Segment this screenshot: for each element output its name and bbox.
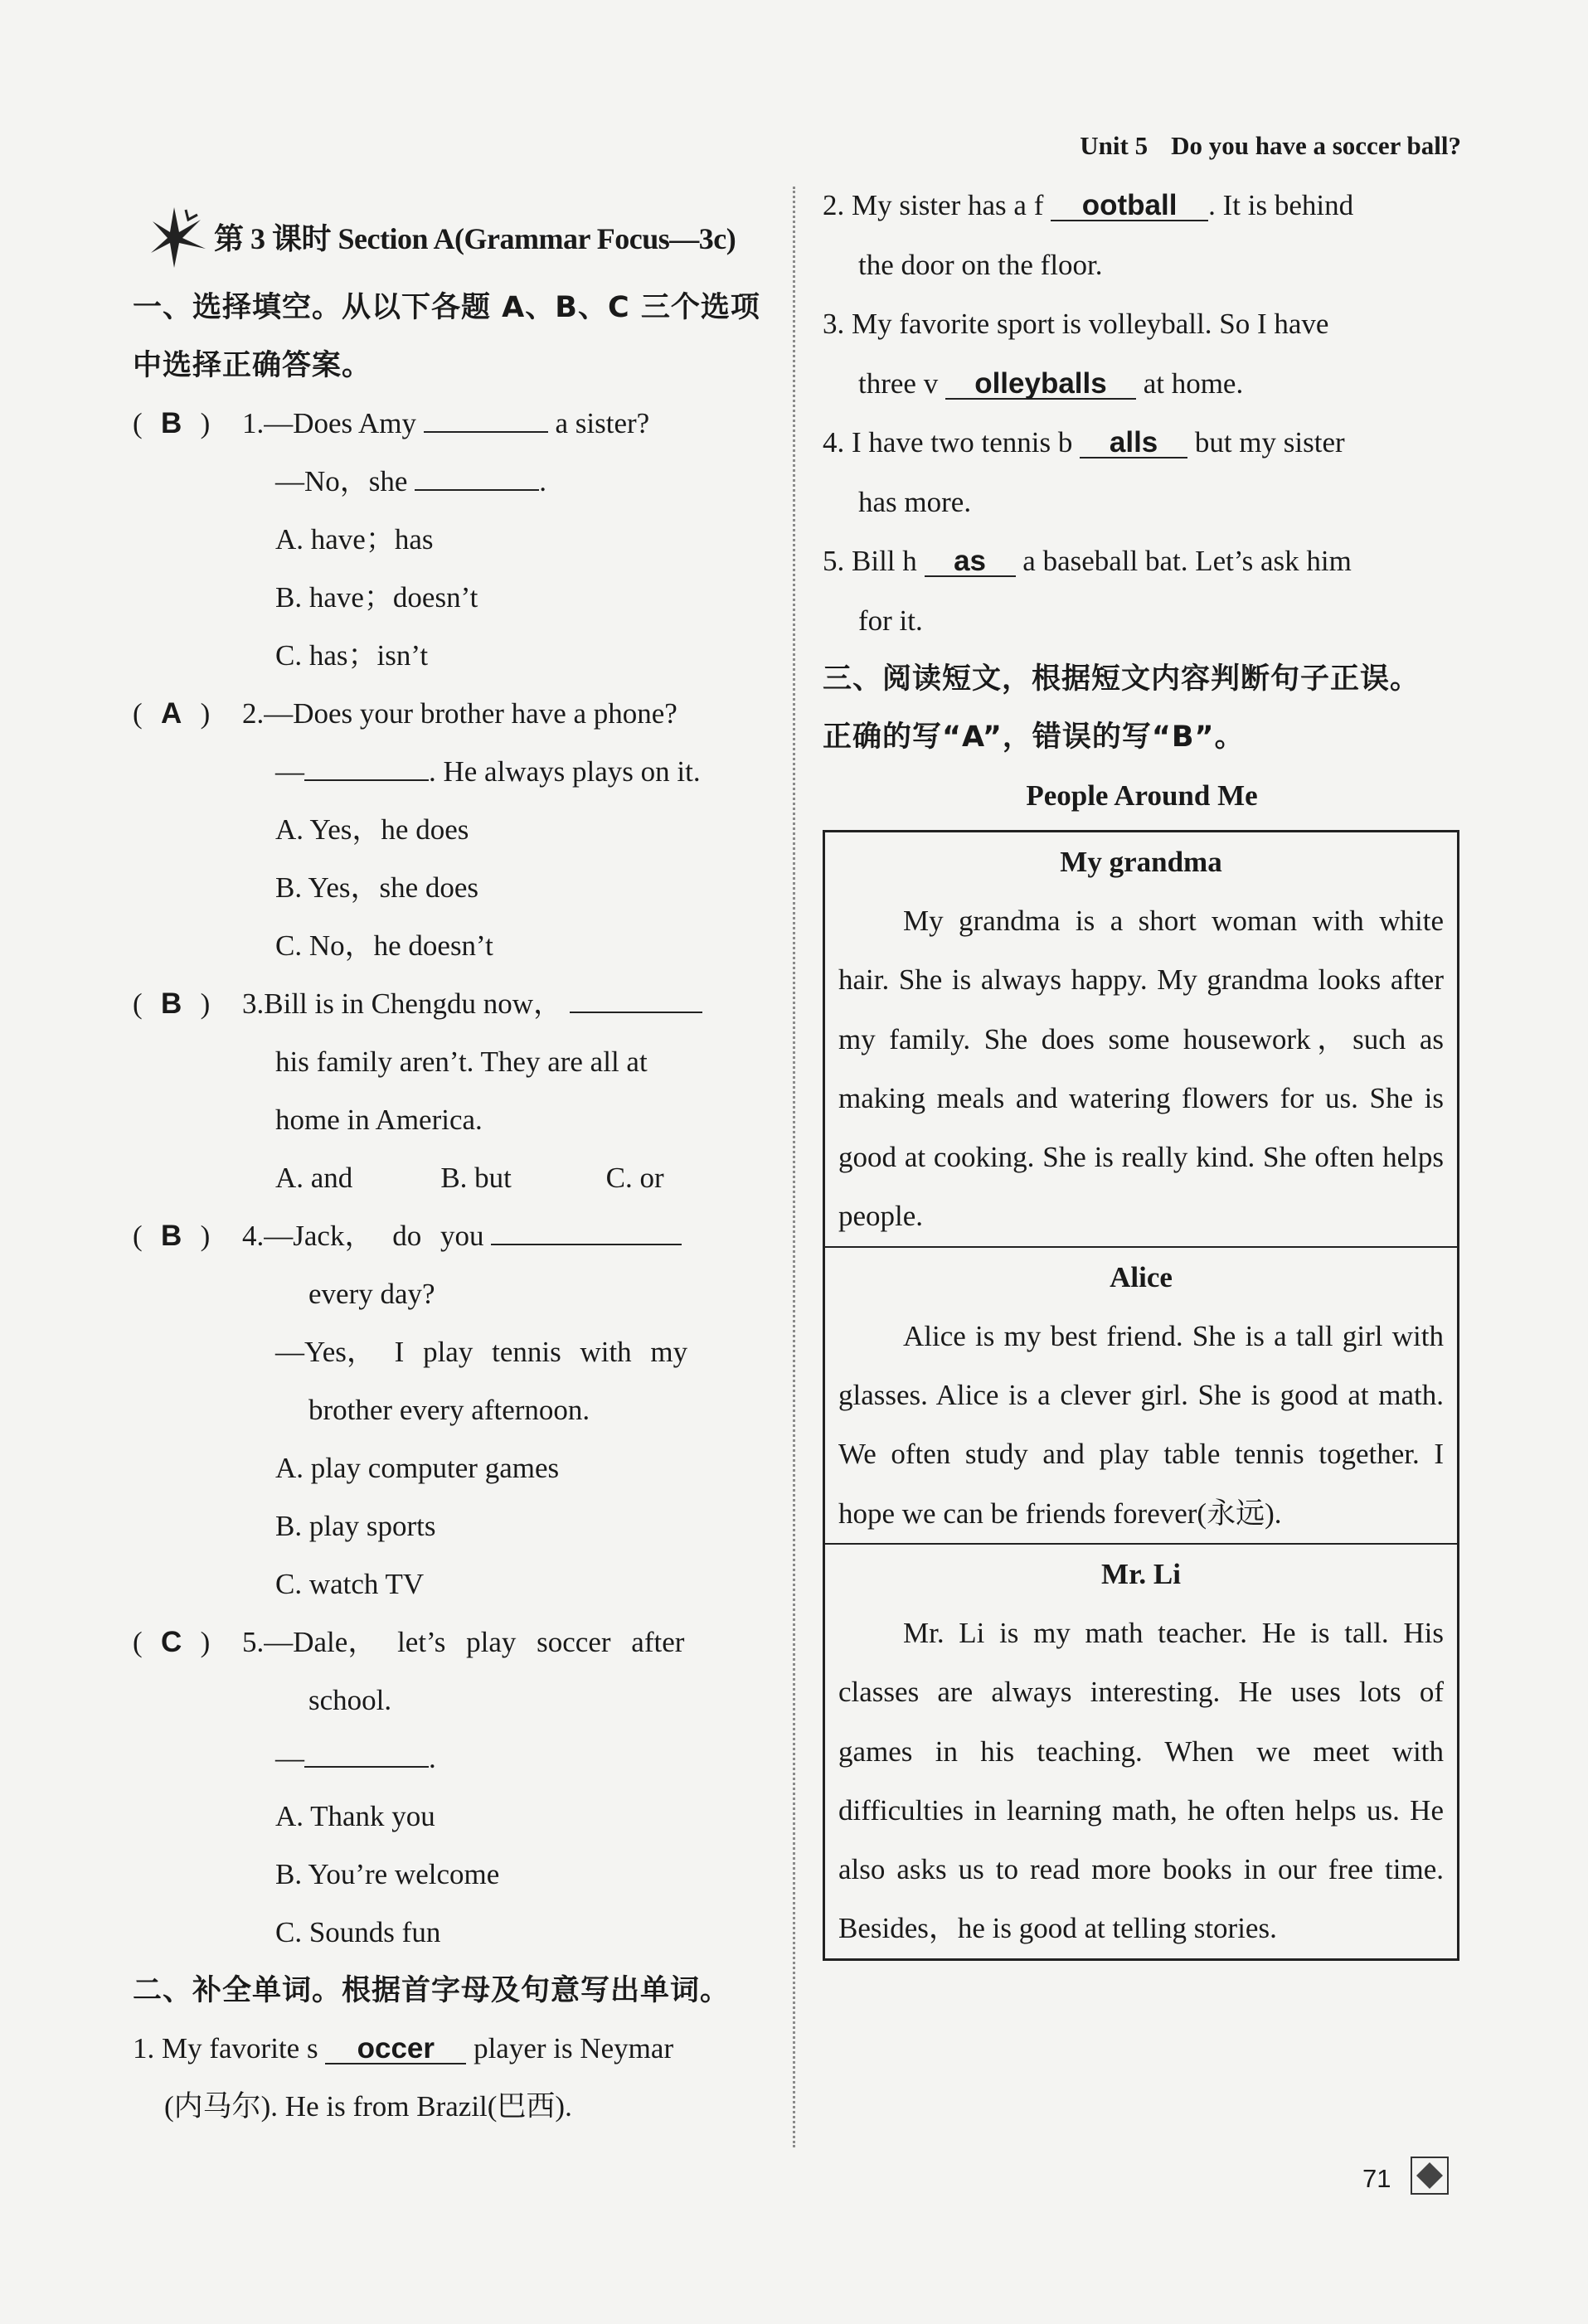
section-title: My grandma — [1060, 846, 1222, 878]
answer-mark: C — [161, 1626, 182, 1658]
item-number: 1. — [133, 2032, 155, 2064]
unit-title: Do you have a soccer ball? — [1171, 131, 1461, 160]
option-b: B. Yes，she does — [275, 871, 479, 904]
section-body: My grandma is a short woman with white hair. She is always happy. My grandma looks after my family. She does some housework，such as making meals and watering flowers for us. She is good at cooking. She is really kind. She often helps people. — [838, 905, 1444, 1233]
part2-heading: 二、补全单词。根据首字母及句意写出单词。 — [133, 1974, 731, 2007]
item-text: My favorite s — [162, 2032, 318, 2064]
item-number: 5. — [823, 545, 845, 577]
answer-bracket: ( B ) — [133, 1207, 242, 1265]
option-c: C. No，he doesn’t — [275, 929, 493, 962]
answer-mark: A — [161, 697, 182, 730]
mc-question-5 — [133, 1613, 771, 1962]
question-text: —Does your brother have a phone? — [264, 697, 677, 730]
item-text: My sister has a f — [852, 189, 1044, 221]
option-c: C. has；isn’t — [275, 639, 429, 672]
item-number: 4. — [823, 426, 845, 458]
item-number: 3. — [823, 308, 845, 340]
part1-heading-line1: 一、选择填空。从以下各题 A、B、C 三个选项 — [133, 291, 760, 324]
answer-blank — [491, 1219, 682, 1245]
option-b: B. have；doesn’t — [275, 581, 478, 614]
answer-blank — [304, 754, 429, 781]
part1-heading — [133, 279, 771, 395]
question-text: . He always plays on it. — [429, 755, 701, 788]
mc-question-1 — [133, 395, 771, 685]
passage-section-alice — [825, 1248, 1457, 1545]
question-text: —Jack， do you — [264, 1220, 484, 1252]
running-head — [954, 131, 1461, 161]
part3-heading — [823, 650, 1461, 766]
option-a: A. Yes，he does — [275, 813, 469, 846]
left-column — [133, 199, 771, 2136]
answer-bracket: ( C ) — [133, 1613, 242, 1671]
question-text: —No，she — [275, 465, 408, 497]
fill-item-4 — [823, 413, 1461, 531]
question-text: —Yes， I play tennis with my — [275, 1336, 688, 1368]
item-text: at home. — [1143, 366, 1244, 400]
item-text: My favorite sport is volleyball. So I have — [852, 308, 1329, 340]
filled-answer: ootball — [1051, 192, 1208, 221]
mc-question-2 — [133, 685, 771, 975]
answer-mark: B — [161, 987, 182, 1020]
passage-section-grandma — [825, 832, 1457, 1248]
question-text: brother every afternoon. — [308, 1394, 590, 1426]
question-text: a sister? — [555, 407, 650, 439]
answer-blank — [570, 987, 702, 1013]
filled-answer: occer — [325, 2035, 466, 2064]
section-title: Mr. Li — [1101, 1557, 1181, 1590]
answer-mark: B — [161, 1220, 182, 1252]
section-title: Alice — [1110, 1260, 1173, 1293]
answer-bracket: ( A ) — [133, 685, 242, 743]
option-c: C. or — [605, 1162, 664, 1194]
item-text: . It is behind — [1208, 189, 1354, 221]
item-text: has more. — [858, 485, 972, 518]
passage-title: People Around Me — [1026, 779, 1258, 812]
option-a: A. play computer games — [275, 1452, 560, 1484]
item-text: a baseball bat. Let’s ask him — [1022, 545, 1352, 577]
column-divider — [793, 187, 795, 2147]
options-row — [133, 1149, 771, 1207]
option-b: B. You’re welcome — [275, 1858, 500, 1890]
item-text: (内马尔). He is from Brazil(巴西). — [164, 2090, 572, 2123]
question-number: 5. — [242, 1626, 265, 1658]
question-number: 4. — [242, 1220, 265, 1252]
question-number: 2. — [242, 697, 265, 730]
question-number: 1. — [242, 407, 265, 439]
sparkle-icon — [149, 203, 207, 269]
question-text: — — [275, 1742, 304, 1774]
item-text: Bill h — [852, 545, 917, 577]
answer-blank — [424, 406, 548, 433]
question-text: his family aren’t. They are all at — [275, 1046, 648, 1078]
lesson-title: 第 3 课时 Section A(Grammar Focus—3c) — [214, 221, 736, 255]
question-text: Bill is in Chengdu now， — [264, 987, 562, 1020]
passage-section-mr-li — [825, 1545, 1457, 1958]
passage-box — [823, 830, 1459, 1961]
item-number: 2. — [823, 189, 845, 221]
question-text: . — [429, 1742, 436, 1774]
section-body: Mr. Li is my math teacher. He is tall. His classes are always interesting. He uses lots of games in his teaching. When we meet with difficulties in learning math, he often helps us. He also asks us to read more books in our free time. Besides，he is good at telling stories. — [838, 1616, 1444, 1945]
option-c: C. Sounds fun — [275, 1916, 441, 1948]
part3-heading-line2: 正确的写“A”，错误的写“B”。 — [823, 720, 1245, 754]
answer-mark: B — [161, 407, 182, 439]
item-text: the door on the floor. — [858, 248, 1103, 281]
filled-answer: as — [925, 547, 1016, 577]
fill-item-3 — [823, 294, 1461, 413]
filled-answer: olleyballs — [945, 370, 1136, 400]
question-text: —Dale， let’s play soccer after — [264, 1626, 685, 1658]
question-text: home in America. — [275, 1104, 483, 1136]
diamond-icon — [1410, 2156, 1450, 2195]
item-text: for it. — [858, 604, 923, 637]
question-text: . — [539, 465, 546, 497]
fill-item-5 — [823, 531, 1461, 650]
item-text: but my sister — [1194, 426, 1345, 458]
part3-heading-line1: 三、阅读短文，根据短文内容判断句子正误。 — [823, 662, 1420, 696]
question-text: —Does Amy — [264, 407, 416, 439]
option-a: A. Thank you — [275, 1800, 435, 1832]
option-c: C. watch TV — [275, 1568, 425, 1600]
question-text: — — [275, 755, 304, 788]
question-number: 3. — [242, 987, 265, 1020]
option-b: B. but — [440, 1162, 512, 1194]
answer-blank — [415, 464, 539, 491]
unit-label: Unit 5 — [1080, 131, 1149, 160]
right-column — [823, 176, 1461, 1961]
option-a: A. have；has — [275, 523, 434, 556]
section-body: Alice is my best friend. She is a tall girl with glasses. Alice is a clever girl. She is good at math. We often study and play table tennis together. I hope we can be friends forever(永远). — [838, 1319, 1444, 1530]
mc-question-4 — [133, 1207, 771, 1613]
answer-bracket: ( B ) — [133, 395, 242, 453]
lesson-title-row — [149, 199, 771, 274]
item-text: player is Neymar — [473, 2032, 674, 2064]
page-number: 71 — [1362, 2164, 1391, 2193]
item-text: three v — [858, 366, 939, 400]
answer-bracket: ( B ) — [133, 975, 242, 1033]
part1-heading-line2: 中选择正确答案。 — [133, 349, 372, 382]
question-text: school. — [308, 1684, 392, 1716]
item-text: I have two tennis b — [852, 426, 1073, 458]
fill-item-2 — [823, 176, 1461, 294]
option-a: A. and — [275, 1162, 353, 1194]
fill-item-1 — [133, 2020, 771, 2136]
filled-answer: alls — [1080, 429, 1187, 458]
answer-blank — [304, 1741, 429, 1768]
mc-question-3 — [133, 975, 771, 1207]
question-text: every day? — [308, 1278, 435, 1310]
option-b: B. play sports — [275, 1510, 436, 1542]
